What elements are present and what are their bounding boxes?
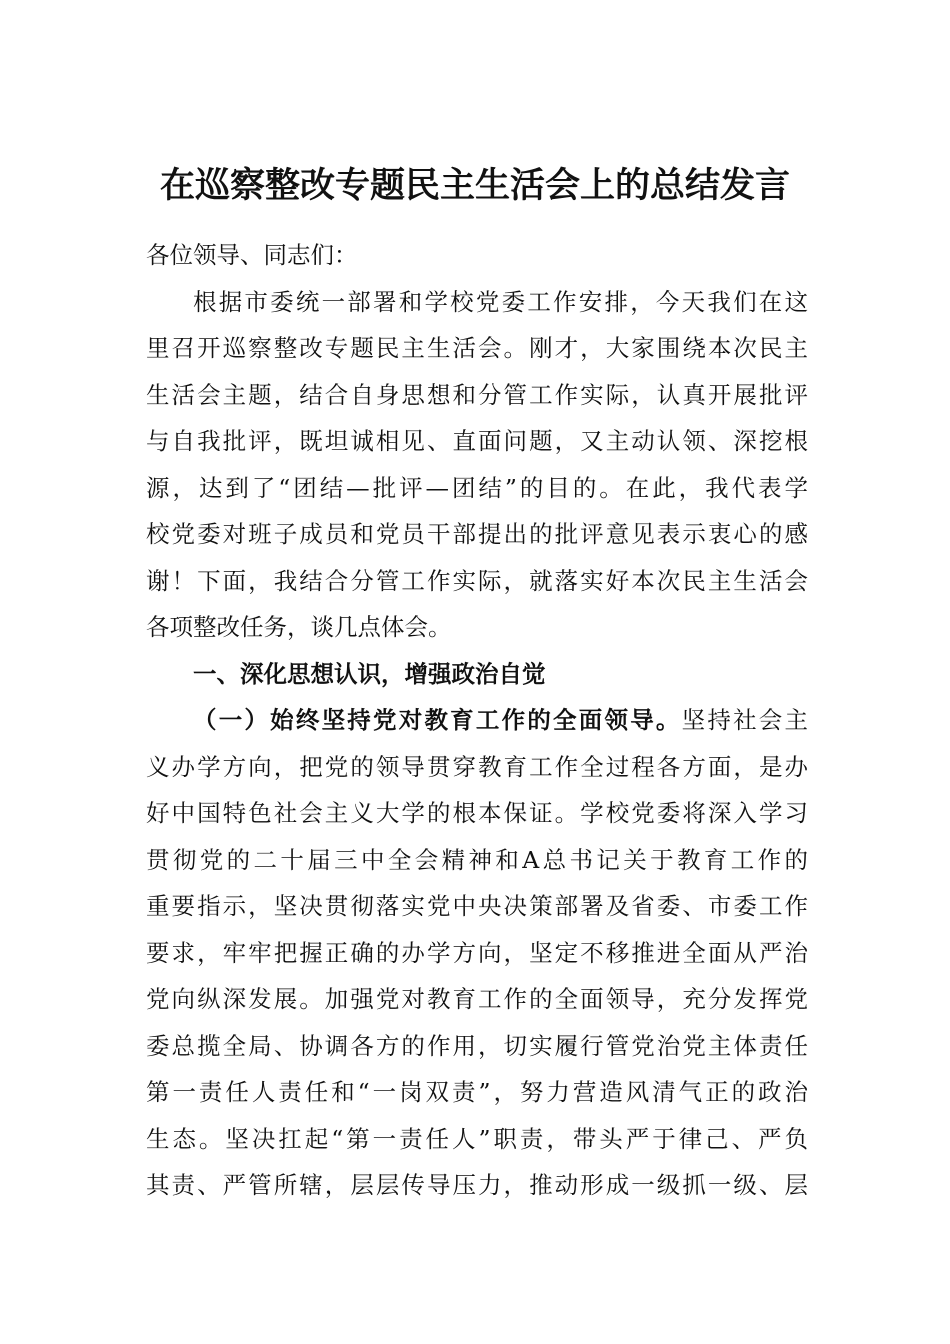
subsection-line-4: 重要指示，坚决贯彻落实党中央决策部署及省委、市委工作 <box>146 892 808 920</box>
subsection-line-6: 党向纵深发展。加强党对教育工作的全面领导，充分发挥党 <box>146 985 808 1013</box>
salutation: 各位领导、同志们： <box>146 241 358 269</box>
subsection-line-5: 要求，牢牢把握正确的办学方向，坚定不移推进全面从严治 <box>146 938 808 967</box>
document-body <box>146 232 808 1209</box>
document-title: 在巡察整改专题民主生活会上的总结发言 <box>159 165 790 206</box>
subsection-line-10: 其责、严管所辖，层层传导压力，推动形成一级抓一级、层 <box>146 1171 808 1199</box>
intro-line-8: 各项整改任务，谈几点体会。 <box>146 613 452 641</box>
intro-line-5: 源，达到了“团结—批评—团结”的目的。在此，我代表学 <box>146 473 808 502</box>
subsection-line-2: 好中国特色社会主义大学的根本保证。学校党委将深入学习 <box>146 799 808 827</box>
section-heading-1: 一、深化思想认识，增强政治自觉 <box>193 659 546 688</box>
intro-line-1: 根据市委统一部署和学校党委工作安排，今天我们在这 <box>193 287 808 316</box>
subsection-line-8: 第一责任人责任和“一岗双责”，努力营造风清气正的政治 <box>146 1078 808 1106</box>
intro-line-6: 校党委对班子成员和党员干部提出的批评意见表示衷心的感 <box>146 520 808 548</box>
subsection-lead-rest: 坚持社会主 <box>681 706 808 734</box>
subsection-line-9: 生态。坚决扛起“第一责任人”职责，带头严于律己、严负 <box>146 1124 808 1153</box>
intro-line-4: 与自我批评，既坦诚相见、直面问题，又主动认领、深挖根 <box>146 427 808 455</box>
intro-line-2: 里召开巡察整改专题民主生活会。刚才，大家围绕本次民主 <box>146 334 808 362</box>
subsection-lead-line <box>146 697 808 744</box>
subsection-line-1: 义办学方向，把党的领导贯穿教育工作全过程各方面，是办 <box>146 752 808 781</box>
subsection-heading-1: （一）始终坚持党对教育工作的全面领导。 <box>193 706 682 734</box>
intro-line-3: 生活会主题，结合自身思想和分管工作实际，认真开展批评 <box>146 380 808 409</box>
subsection-line-7: 委总揽全局、协调各方的作用，切实履行管党治党主体责任 <box>146 1031 808 1060</box>
intro-line-7: 谢！下面，我结合分管工作实际，就落实好本次民主生活会 <box>146 566 808 595</box>
subsection-line-3: 贯彻党的二十届三中全会精神和A总书记关于教育工作的 <box>146 845 808 874</box>
